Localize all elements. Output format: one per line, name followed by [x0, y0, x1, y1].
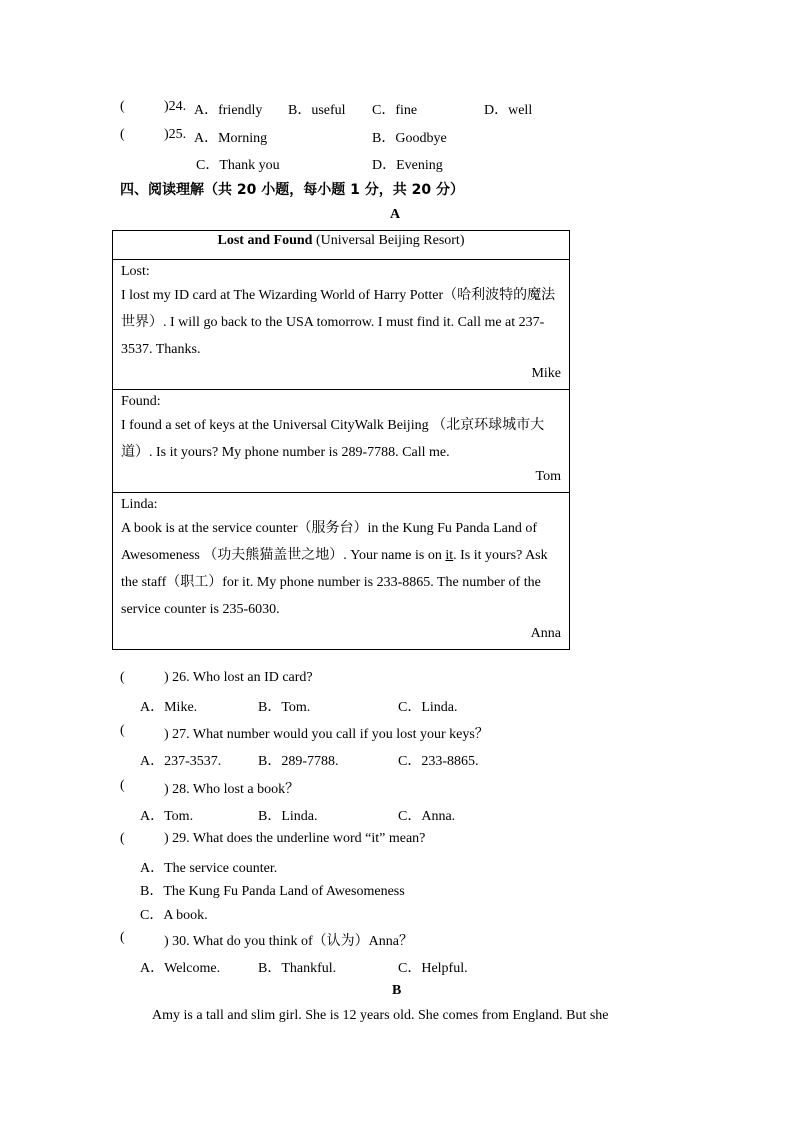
answer-paren-close: ) — [164, 127, 169, 142]
option-c: C．Anna. — [398, 809, 456, 824]
notice-signature: Anna — [530, 626, 561, 641]
linda-notice — [113, 493, 570, 650]
lost-notice — [113, 260, 570, 390]
option-b: B．Goodbye — [372, 131, 447, 146]
underlined-word: it — [445, 548, 454, 563]
question-number: 25. — [168, 127, 187, 142]
question-30-stem: ) 30. What do you think of（认为）Anna？ — [164, 934, 413, 949]
answer-paren: ( — [120, 723, 125, 738]
notice-label: Found: — [121, 394, 161, 409]
option-b: B．289-7788. — [258, 754, 339, 769]
question-24 — [120, 99, 186, 115]
notice-signature: Tom — [535, 469, 561, 484]
passage-a-label: A — [390, 207, 401, 222]
answer-paren-close: ) — [164, 99, 169, 114]
option-b: B．The Kung Fu Panda Land of Awesomeness — [140, 884, 405, 899]
table-title: Lost and Found — [217, 233, 313, 248]
lost-and-found-table — [112, 230, 570, 650]
option-c: C．fine — [372, 103, 418, 118]
notice-signature: Mike — [531, 366, 561, 381]
option-b: B．Linda. — [258, 809, 318, 824]
question-27-stem: ) 27. What number would you call if you lost your keys？ — [164, 727, 489, 742]
option-c: C．233-8865. — [398, 754, 479, 769]
option-a: A．friendly — [194, 103, 263, 118]
answer-paren-open: ( — [120, 99, 125, 114]
notice-label: Linda: — [121, 497, 158, 512]
option-c: C．Linda. — [398, 700, 458, 715]
option-b: B．Thankful. — [258, 961, 337, 976]
question-number: 24. — [168, 99, 187, 114]
option-b: B．useful — [288, 103, 346, 118]
option-d: D．well — [484, 103, 533, 118]
option-a: A．Mike. — [140, 700, 198, 715]
option-a: A．Welcome. — [140, 961, 221, 976]
notice-text-part: . Is it yours? Ask the staff（职工）for it. My phone number is 233-8865. The number of the service counter is 235-6030. — [121, 548, 548, 617]
option-c: C．Helpful. — [398, 961, 468, 976]
passage-b-label: B — [392, 983, 402, 998]
notice-label: Lost: — [121, 264, 150, 279]
found-notice — [113, 390, 570, 493]
passage-b-text: Amy is a tall and slim girl. She is 12 years old. She comes from England. But she — [152, 1008, 609, 1023]
table-header — [113, 231, 570, 260]
notice-text-part: A book is at the service counter（服务台）in the Kung Fu Panda Land of Awesomeness （功夫熊猫盖世之地）. Your name is on — [121, 521, 538, 563]
notice-text: I found a set of keys at the Universal CityWalk Beijing （北京环球城市大道）. Is it yours? My phone number is 289-7788. Call me. — [121, 418, 545, 460]
answer-paren-open: ( — [120, 127, 125, 142]
question-25 — [120, 127, 186, 143]
option-b: B．Tom. — [258, 700, 311, 715]
answer-paren: ( — [120, 831, 125, 846]
question-29-stem: ) 29. What does the underline word “it” mean? — [164, 831, 426, 846]
table-subtitle: (Universal Beijing Resort) — [312, 233, 465, 248]
question-28-stem: ) 28. Who lost a book？ — [164, 782, 300, 797]
option-a: A．Morning — [194, 131, 268, 146]
answer-paren: ( — [120, 778, 125, 793]
option-a: A．The service counter. — [140, 861, 278, 876]
section-title: 四、阅读理解（共 20 小题，每小题 1 分，共 20 分） — [120, 182, 464, 198]
option-c: C．A book. — [140, 908, 208, 923]
answer-paren: ( — [120, 670, 125, 685]
option-d: D．Evening — [372, 158, 443, 173]
notice-text — [121, 515, 561, 623]
question-26-stem: ) 26. Who lost an ID card? — [164, 670, 313, 685]
answer-paren: ( — [120, 930, 125, 945]
option-c: C．Thank you — [196, 158, 280, 173]
notice-text: I lost my ID card at The Wizarding World of Harry Potter（哈利波特的魔法世界）. I will go back to the USA tomorrow. I must find it. Call me at 237-3537. Thanks. — [121, 288, 556, 357]
option-a: A．237-3537. — [140, 754, 222, 769]
option-a: A．Tom. — [140, 809, 194, 824]
